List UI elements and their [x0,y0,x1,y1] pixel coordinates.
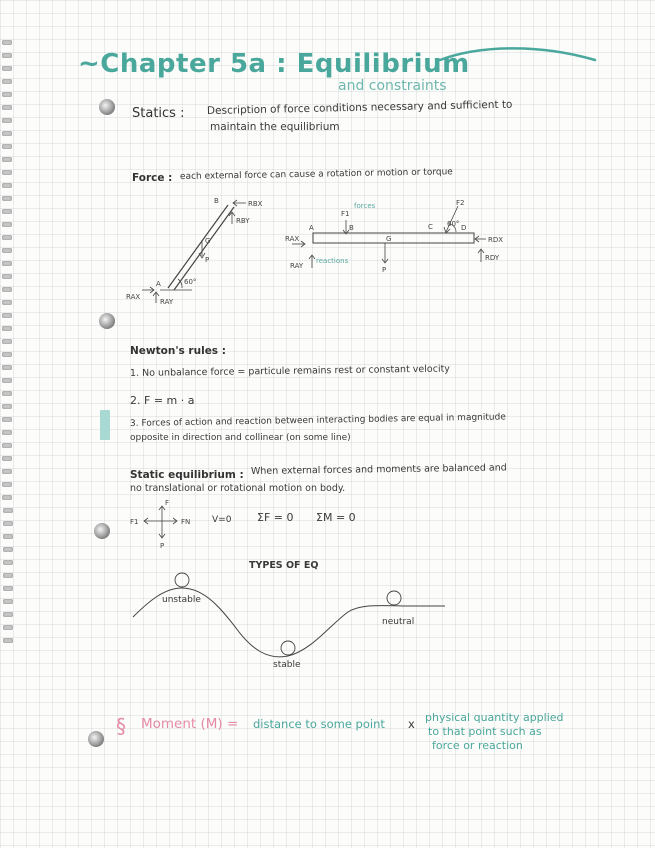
rod-diagram [126,197,263,306]
moment-part2-line3: force or reaction [432,739,523,752]
beam-diagram [285,199,503,274]
f2-arrow [446,206,458,232]
beam-label-RAY: RAY [290,262,304,270]
force-text: each external force can cause a rotation or motion or torque [179,167,453,182]
statics-text-line1: Description of force conditions necessary and sufficient to [206,98,513,117]
force-heading: Force : [132,172,173,184]
rod-line [168,205,228,288]
types-heading: TYPES OF EQ [249,560,319,571]
statics-heading: Statics : [132,106,185,121]
cross-label-F1: F1 [130,518,139,526]
page-title: ~Chapter 5a : Equilibrium [78,49,470,79]
moment-part1: distance to some point [253,717,385,731]
rod-label-RBX: RBX [248,200,263,208]
beam-label-reactions: reactions [316,257,349,265]
sum-forces-zero: ΣF = 0 [257,511,294,524]
statics-text-line2: maintain the equilibrium [210,121,340,133]
eq-types-diagram [133,573,445,657]
beam-label-C: C [428,223,433,231]
static-eq-line1: When external forces and moments are balanced and [250,462,507,477]
beam-body [313,233,474,243]
moment-label: Moment (M) = [141,716,239,732]
beam-label-G: G [386,235,392,243]
rod-label-B: B [214,197,219,205]
rod-label-angle: 60° [184,278,197,286]
rod-label-RBY: RBY [236,217,250,225]
rod-label-RAX: RAX [126,293,141,301]
beam-label-angle: 60° [447,220,460,228]
cross-label-P: P [160,542,165,550]
velocity-zero: V=0 [212,515,232,525]
newton-rule-3-line1: 3. Forces of action and reaction between interacting bodies are equal in magnitude [129,412,506,429]
static-eq-line2: no translational or rotational motion on body. [130,483,346,494]
label-neutral: neutral [382,617,415,627]
beam-label-F1-note: forces [354,202,376,210]
moment-part2-line1: physical quantity applied [425,711,564,724]
newton-rule-2: 2. F = m · a [130,394,195,407]
beam-label-A: A [309,224,314,232]
beam-label-RDX: RDX [488,236,504,244]
unstable-ball [175,573,189,587]
rod-label-P: P [205,256,210,264]
neutral-ball [387,591,401,605]
moment-part2-line2: to that point such as [428,725,542,738]
beam-label-F1: F1 [341,210,350,218]
newton-rule-3-line2: opposite in direction and collinear (on some line) [130,433,351,443]
pink-bullet-icon: § [116,714,126,738]
newton-rule-1: 1. No unbalance force = particule remains rest or constant velocity [129,363,450,379]
beam-label-F2: F2 [456,199,465,207]
beam-label-D: D [461,224,467,232]
static-eq-heading: Static equilibrium : [130,469,244,481]
rod-label-A: A [156,280,161,288]
cross-label-F: F [165,499,170,507]
moment-times: x [408,717,415,731]
rod-label-G: G [205,237,211,245]
rod-label-RAY: RAY [160,298,174,306]
page-subtitle: and constraints [338,78,447,94]
force-cross-diagram [130,499,190,550]
sum-moments-zero: ΣM = 0 [316,511,356,524]
beam-label-RAX: RAX [285,235,300,243]
label-unstable: unstable [162,595,201,605]
beam-label-P: P [382,266,387,274]
cross-label-FN: FN [181,518,191,526]
title-swoosh [440,48,595,60]
rod-line [174,207,234,290]
stable-ball [281,641,295,655]
label-stable: stable [273,660,301,670]
beam-label-B: B [349,224,354,232]
newton-heading: Newton's rules : [130,345,226,357]
beam-label-RDY: RDY [485,254,500,262]
